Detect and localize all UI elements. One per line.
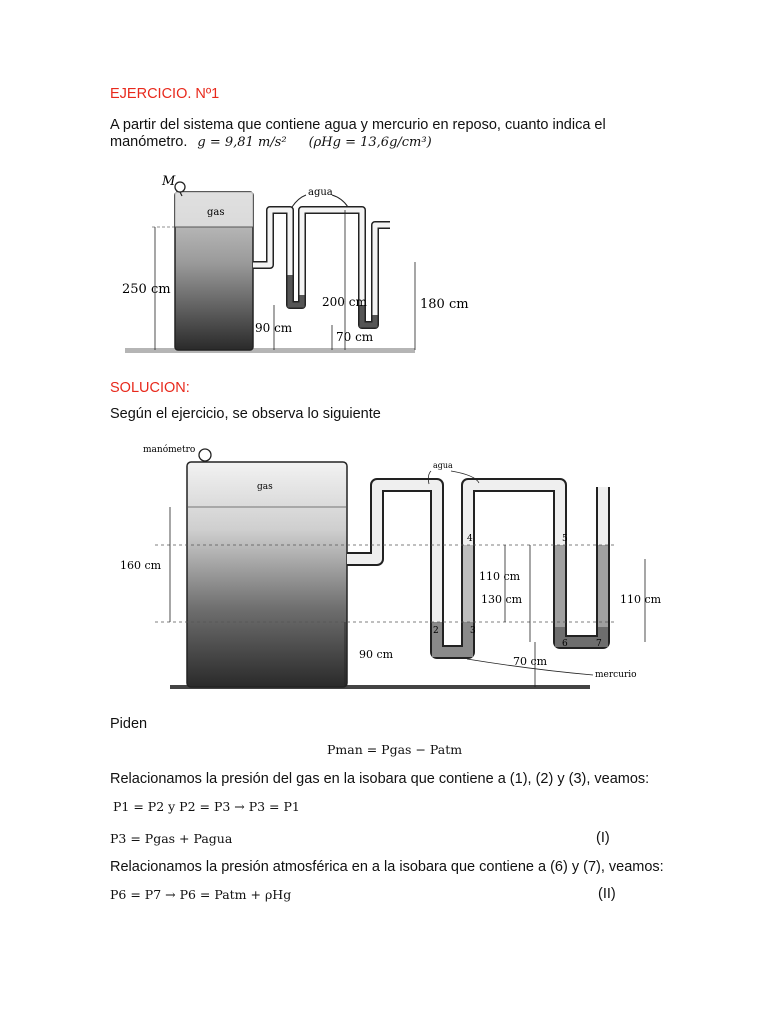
mercury-density: (ρHg = 13,6g/cm³) bbox=[308, 135, 432, 150]
statement-line-2-text: manómetro. bbox=[110, 134, 188, 150]
tag-II: (II) bbox=[598, 886, 616, 902]
height-110b-label: 110 cm bbox=[620, 593, 662, 606]
height-180-label: 180 cm bbox=[420, 297, 469, 312]
solution-title: SOLUCION: bbox=[110, 380, 190, 396]
height-130-label: 130 cm bbox=[481, 593, 523, 606]
ground-1 bbox=[125, 348, 415, 353]
figure-1-diagram bbox=[120, 165, 469, 365]
point-5-label: 5 bbox=[562, 534, 568, 544]
height-160-label: 160 cm bbox=[120, 559, 162, 572]
piden-label: Piden bbox=[110, 716, 148, 732]
pressure-chain-equation: P1 = P2 y P2 = P3 → P3 = P1 bbox=[113, 799, 300, 814]
figure-2-diagram bbox=[115, 437, 662, 697]
main-equation-text: Pman = Pgas − Patm bbox=[327, 742, 463, 757]
statement-line-2 bbox=[110, 133, 432, 152]
gas-label-2: gas bbox=[257, 482, 273, 492]
exercise-title: EJERCICIO. Nº1 bbox=[110, 86, 220, 102]
height-250-label: 250 cm bbox=[122, 282, 171, 297]
tag-I: (I) bbox=[596, 830, 610, 846]
main-equation bbox=[327, 742, 462, 757]
gravity-value: g = 9,81 m/s² bbox=[197, 135, 287, 150]
height-70-label: 70 cm bbox=[336, 330, 374, 344]
manometer-gauge-1 bbox=[175, 182, 185, 192]
point-4-label: 4 bbox=[467, 534, 473, 544]
height-110a-label: 110 cm bbox=[479, 570, 521, 583]
equation-II: P6 = P7 → P6 = Patm + ρHg bbox=[110, 887, 292, 902]
height-70-label-2: 70 cm bbox=[513, 655, 548, 668]
point-3-label: 3 bbox=[470, 626, 476, 636]
statement-line-1: A partir del sistema que contiene agua y mercurio en reposo, cuanto indica el bbox=[110, 117, 606, 133]
water-label-2: agua bbox=[433, 461, 453, 470]
relate-gas-text: Relacionamos la presión del gas en la isobara que contiene a (1), (2) y (3), veamos: bbox=[110, 771, 650, 787]
height-90-label: 90 cm bbox=[255, 321, 293, 335]
gas-label-1: gas bbox=[207, 207, 225, 218]
equation-I: P3 = Pgas + Pagua bbox=[110, 831, 233, 846]
water-label-1: agua bbox=[308, 187, 333, 198]
point-2-label: 2 bbox=[433, 626, 439, 636]
manometer-gauge-2 bbox=[199, 449, 211, 461]
point-7-label: 7 bbox=[596, 639, 602, 649]
solution-intro: Según el ejercicio, se observa lo siguiente bbox=[110, 406, 381, 422]
height-90-label-2: 90 cm bbox=[359, 648, 394, 661]
height-200-label: 200 cm bbox=[322, 295, 367, 309]
manometer-label-1: M bbox=[162, 174, 176, 189]
mercury-label: mercurio bbox=[595, 670, 637, 680]
manometer-label-2: manómetro bbox=[143, 445, 196, 455]
point-6-label: 6 bbox=[562, 639, 568, 649]
relate-atm-text: Relacionamos la presión atmosférica en a la isobara que contiene a (6) y (7), veamos: bbox=[110, 859, 664, 875]
tank-2 bbox=[187, 462, 347, 687]
